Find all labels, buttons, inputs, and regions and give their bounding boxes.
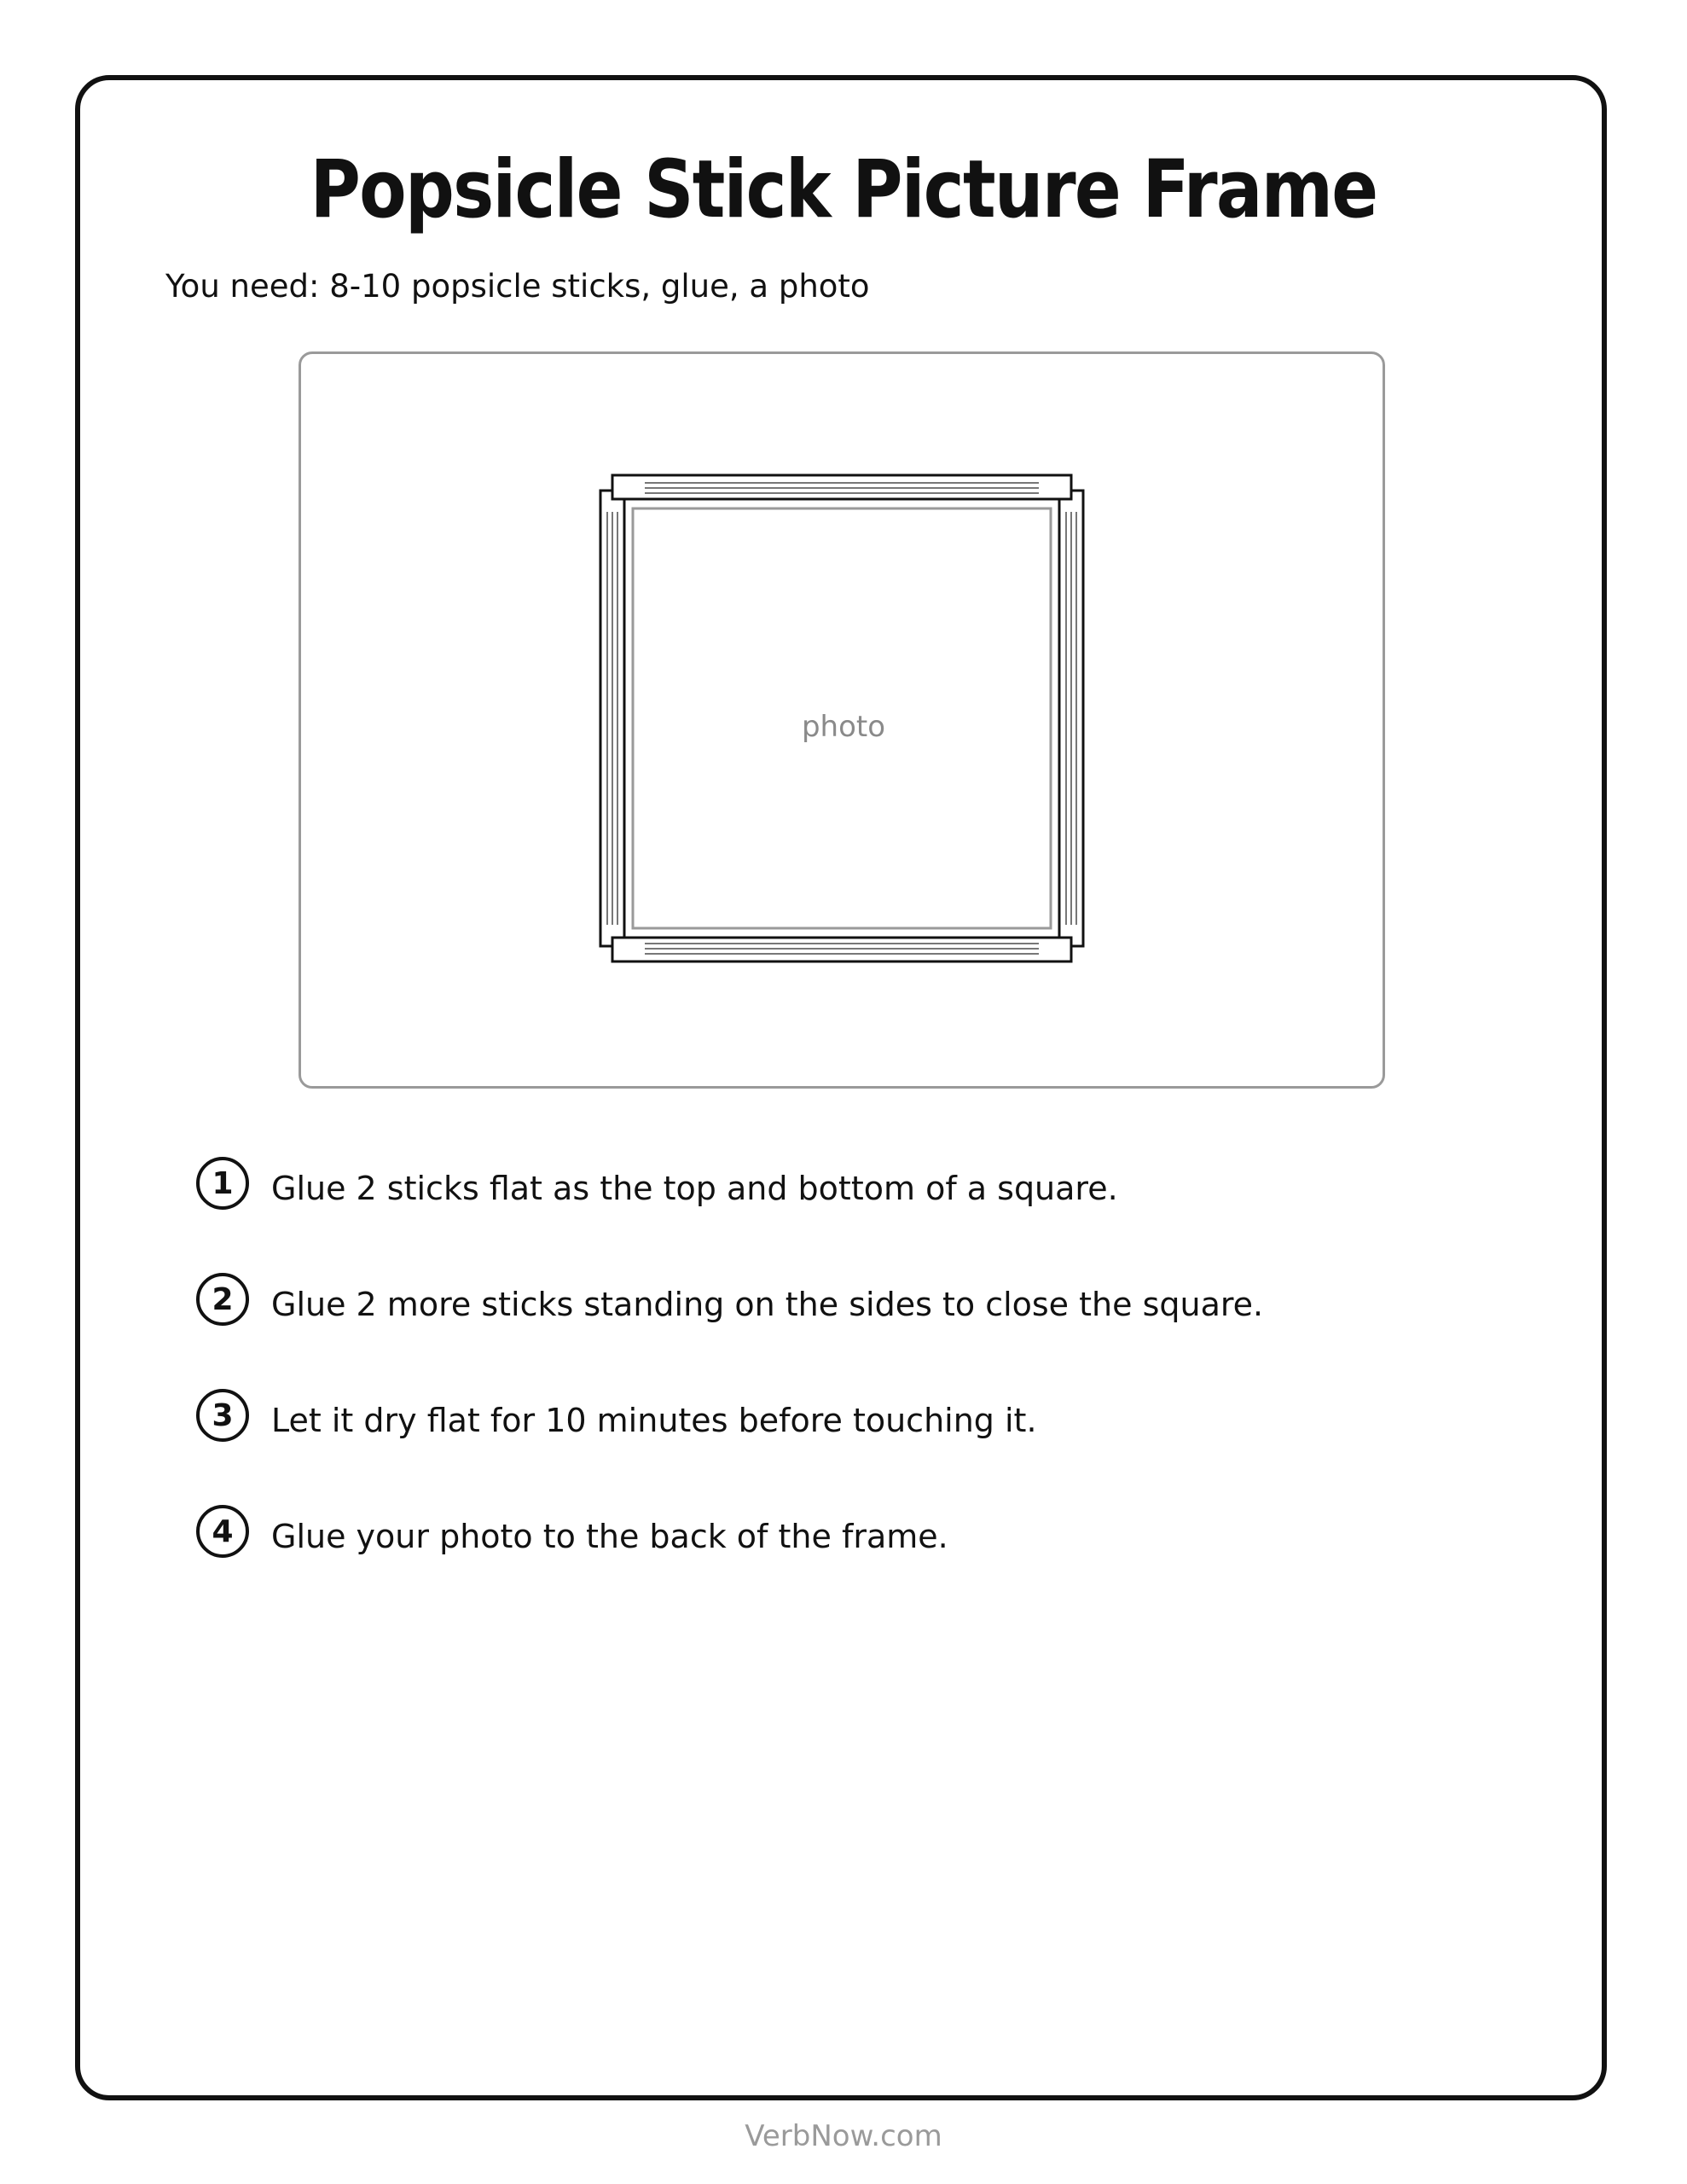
steps-list [196,1157,1527,1621]
step-text: Glue your photo to the back of the frame. [271,1518,948,1555]
page-title: Popsicle Stick Picture Frame [310,143,1377,236]
photo-label: photo [801,710,886,744]
step-item [196,1157,1527,1273]
step-text: Glue 2 sticks flat as the top and bottom of a square. [271,1170,1118,1207]
step-number-badge: 3 [196,1389,249,1442]
footer-site-name: VerbNow.com [745,2119,942,2153]
materials-list: You need: 8-10 popsicle sticks, glue, a photo [165,268,870,305]
step-item [196,1389,1527,1505]
step-text: Let it dry flat for 10 minutes before touching it. [271,1402,1037,1439]
step-number-badge: 4 [196,1505,249,1558]
step-text: Glue 2 more sticks standing on the sides to close the square. [271,1286,1264,1323]
step-number-badge: 1 [196,1157,249,1210]
step-item [196,1273,1527,1389]
step-item [196,1505,1527,1621]
step-number-badge: 2 [196,1273,249,1326]
